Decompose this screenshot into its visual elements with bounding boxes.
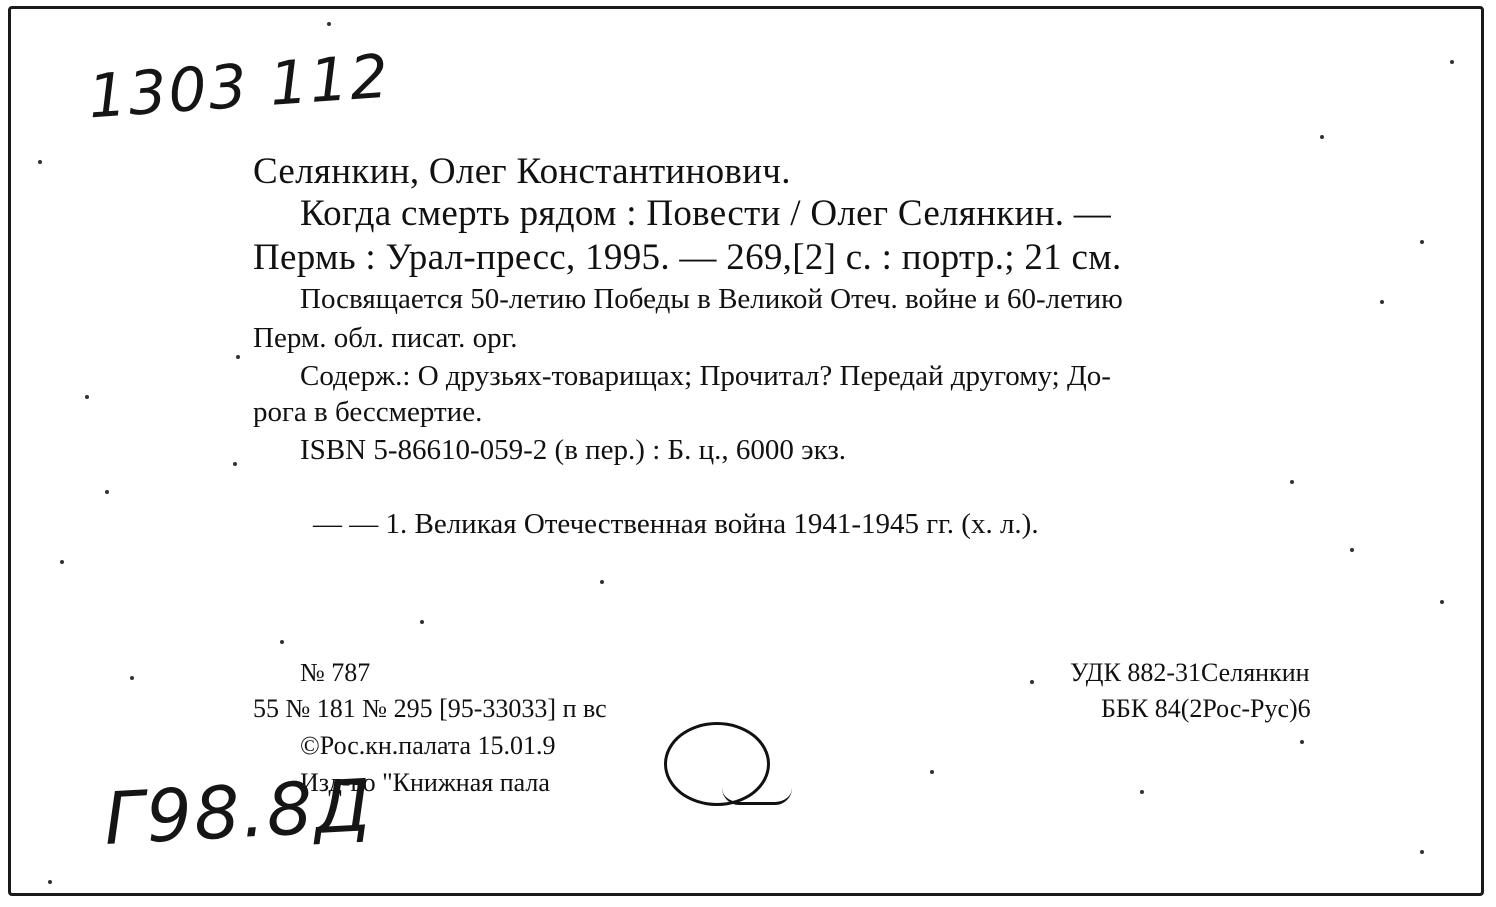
stamp-mark [722,788,792,805]
handwritten-class-number: Г98.8Д [101,763,375,861]
subject-heading: — — 1. Великая Отечественная война 1941-1945 гг. (х. л.). [313,508,1039,540]
handwritten-shelf-number: 1303 112 [85,41,393,133]
author-heading: Селянкин, Олег Константинович. [253,151,791,192]
copyright-line: ©Рос.кн.палата 15.01.9 [300,731,556,760]
card-number: № 787 [300,658,371,687]
dedication-note-line-2: Перм. обл. писат. орг. [253,322,518,354]
contents-note-line-2: рога в бессмертие. [253,396,483,428]
isbn-line: ISBN 5-86610-059-2 (в пер.) : Б. ц., 6000 экз. [300,434,847,466]
bbk-code: ББК 84(2Рос-Рус)6 [1101,694,1311,723]
registration-numbers: 55 № 181 № 295 [95-33033] п вс [253,694,607,723]
dedication-note-line-1: Посвящается 50-летию Победы в Великой Отеч. войне и 60-летию [300,283,1123,315]
publisher-line: Изд-во "Книжная пала [300,768,550,797]
contents-note-line-1: Содерж.: О друзьях-товарищах; Прочитал? Передай другому; До- [300,360,1111,392]
udc-code: УДК 882-31Селянкин [1070,658,1310,687]
title-statement: Когда смерть рядом : Повести / Олег Селянкин. — [300,193,1112,234]
imprint-statement: Пермь : Урал-пресс, 1995. — 269,[2] с. : портр.; 21 см. [253,237,1122,278]
